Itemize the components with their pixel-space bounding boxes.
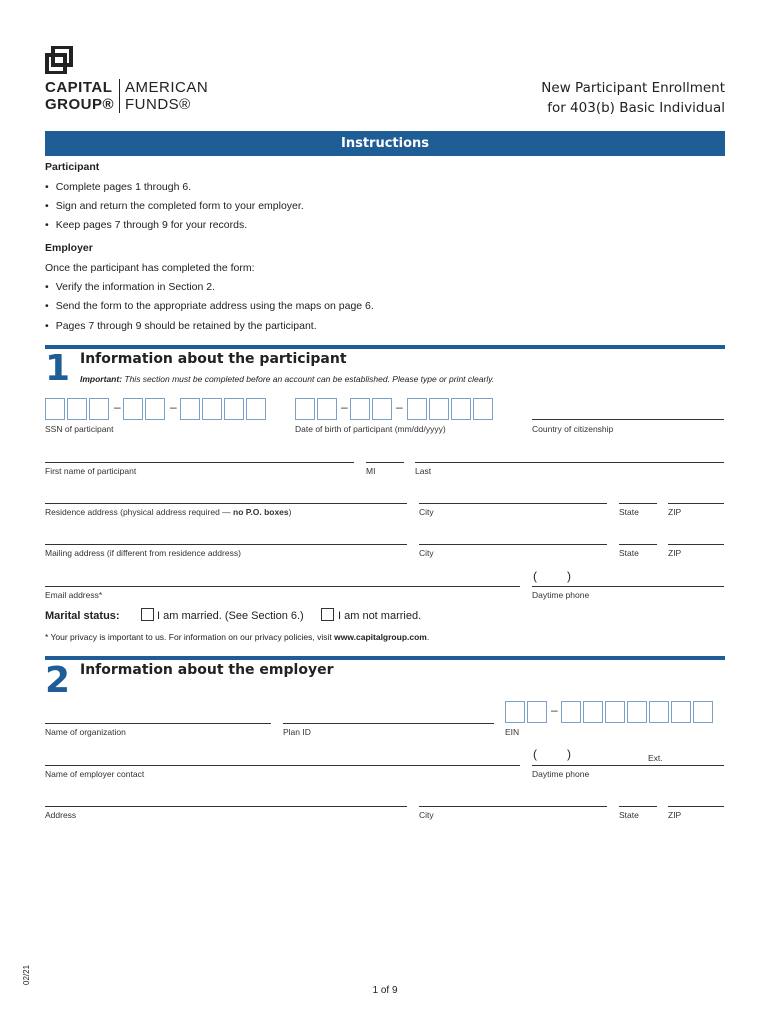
mailing-zip-label: ZIP <box>668 548 682 558</box>
phone-area-close: ) <box>567 569 571 583</box>
mailing-city-input[interactable] <box>419 544 607 545</box>
employer-city-label: City <box>419 810 434 820</box>
residence-state-input[interactable] <box>619 503 657 504</box>
last-name-input[interactable] <box>415 462 724 463</box>
employer-item: • Verify the information in Section 2. <box>45 281 215 293</box>
not-married-label: I am not married. <box>338 610 422 622</box>
email-label: Email address* <box>45 590 103 600</box>
country-input[interactable] <box>532 419 724 420</box>
instructions-header: Instructions <box>45 131 725 156</box>
plan-id-input[interactable] <box>283 723 494 724</box>
employer-phone-input[interactable] <box>532 765 724 766</box>
ext-label: Ext. <box>648 753 663 763</box>
employer-city-input[interactable] <box>419 806 607 807</box>
form-title-line2: for 403(b) Basic Individual <box>547 100 725 116</box>
daytime-phone-input[interactable] <box>532 586 724 587</box>
phone-area-open: ( <box>533 569 537 583</box>
email-input[interactable] <box>45 586 520 587</box>
marital-status-label: Marital status: <box>45 610 120 622</box>
plan-id-label: Plan ID <box>283 727 311 737</box>
employer-address-label: Address <box>45 810 77 820</box>
daytime-phone-label: Daytime phone <box>532 590 590 600</box>
ssn-label: SSN of participant <box>45 424 114 434</box>
logo-group: GROUP® <box>45 96 115 113</box>
participant-item: • Sign and return the completed form to your employer. <box>45 200 304 212</box>
married-checkbox[interactable] <box>141 608 154 621</box>
mailing-state-label: State <box>619 548 639 558</box>
participant-item: • Keep pages 7 through 9 for your records. <box>45 219 247 231</box>
participant-heading: Participant <box>45 161 100 173</box>
employer-item: • Pages 7 through 9 should be retained by the participant. <box>45 320 317 332</box>
employer-heading: Employer <box>45 242 93 254</box>
page-number: 1 of 9 <box>372 985 398 996</box>
section2-divider <box>45 656 725 660</box>
residence-state-label: State <box>619 507 639 517</box>
residence-address-input[interactable] <box>45 503 407 504</box>
employer-intro: Once the participant has completed the form: <box>45 262 255 274</box>
emp-phone-area-close: ) <box>567 747 571 761</box>
logo <box>45 46 215 114</box>
first-name-input[interactable] <box>45 462 354 463</box>
section2-number: 2 <box>45 660 71 701</box>
employer-contact-label: Name of employer contact <box>45 769 145 779</box>
married-label: I am married. (See Section 6.) <box>157 610 304 622</box>
section1-title: Information about the participant <box>80 351 347 367</box>
not-married-checkbox[interactable] <box>321 608 334 621</box>
employer-zip-input[interactable] <box>668 806 724 807</box>
last-name-label: Last <box>415 466 432 476</box>
residence-zip-label: ZIP <box>668 507 682 517</box>
ein-label: EIN <box>505 727 520 737</box>
employer-contact-input[interactable] <box>45 765 520 766</box>
revision-date: 02/21 <box>22 964 31 985</box>
section1-number: 1 <box>45 348 71 389</box>
mailing-state-input[interactable] <box>619 544 657 545</box>
employer-item: • Send the form to the appropriate address using the maps on page 6. <box>45 300 374 312</box>
section1-note: Important: This section must be completed before an account can be established. Please type or print clearly. <box>80 374 495 384</box>
form-title <box>541 78 725 118</box>
participant-item: • Complete pages 1 through 6. <box>45 181 191 193</box>
residence-city-label: City <box>419 507 434 517</box>
capital-group-logo-icon <box>45 46 73 74</box>
employer-address-input[interactable] <box>45 806 407 807</box>
mi-input[interactable] <box>366 462 404 463</box>
mailing-city-label: City <box>419 548 434 558</box>
emp-phone-area-open: ( <box>533 747 537 761</box>
employer-state-label: State <box>619 810 639 820</box>
first-name-label: First name of participant <box>45 466 137 476</box>
form-title-line1: New Participant Enrollment <box>541 80 725 96</box>
organization-input[interactable] <box>45 723 271 724</box>
logo-funds: FUNDS® <box>125 96 191 113</box>
mailing-address-label: Mailing address (if different from residence address) <box>45 548 241 558</box>
logo-american: AMERICAN <box>125 79 209 96</box>
country-label: Country of citizenship <box>532 424 614 434</box>
logo-capital: CAPITAL <box>45 79 113 96</box>
mailing-zip-input[interactable] <box>668 544 724 545</box>
employer-state-input[interactable] <box>619 806 657 807</box>
employer-phone-label: Daytime phone <box>532 769 590 779</box>
dob-label: Date of birth of participant (mm/dd/yyyy) <box>295 424 446 434</box>
privacy-link[interactable]: www.capitalgroup.com <box>334 632 427 642</box>
mi-label: MI <box>366 466 376 476</box>
mailing-address-input[interactable] <box>45 544 407 545</box>
residence-zip-input[interactable] <box>668 503 724 504</box>
organization-label: Name of organization <box>45 727 126 737</box>
section2-title: Information about the employer <box>80 662 334 678</box>
employer-zip-label: ZIP <box>668 810 682 820</box>
residence-city-input[interactable] <box>419 503 607 504</box>
section1-divider <box>45 345 725 349</box>
residence-address-label: Residence address (physical address required — no P.O. boxes) <box>45 507 292 517</box>
privacy-note: * Your privacy is important to us. For information on our privacy policies, visit www.capitalgroup.com. <box>45 632 430 642</box>
